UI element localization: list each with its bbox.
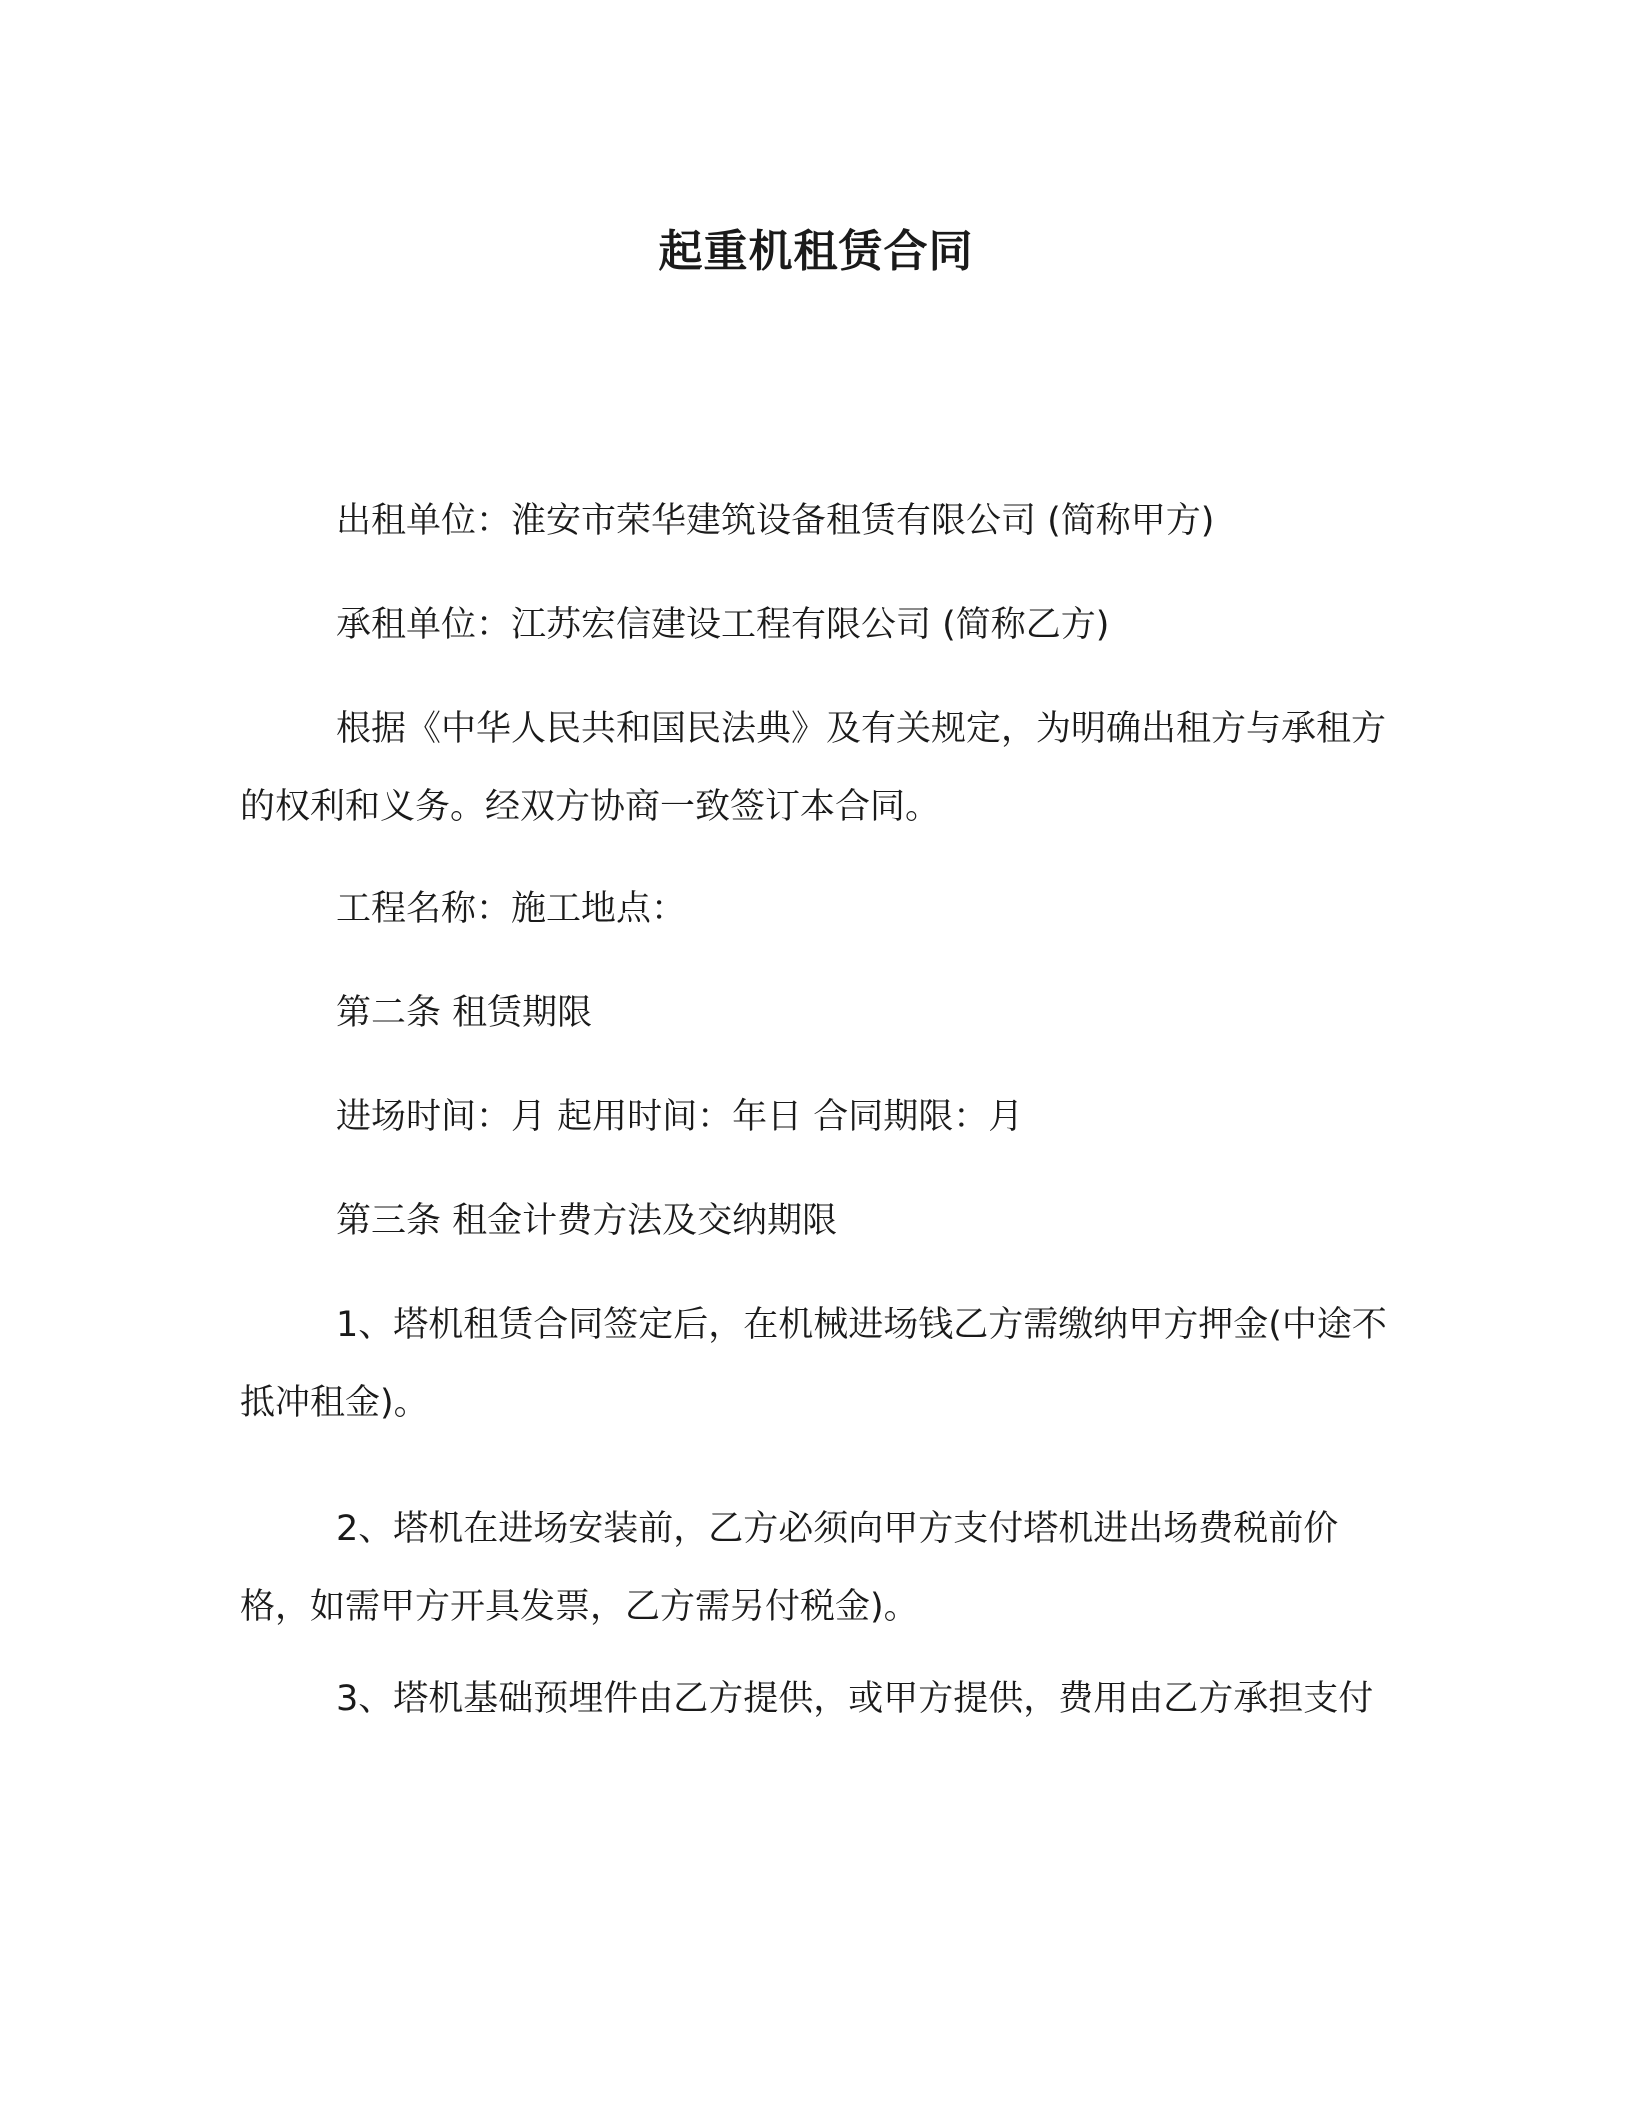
paragraph-project-name: 工程名称：施工地点： <box>336 889 687 929</box>
paragraph-basis: 根据《中华人民共和国民法典》及有关规定，为明确出租方与承租方的权利和义务。经双方协商一致签订本合同。 <box>240 709 1387 827</box>
paragraph-clause-3: 3、塔机基础预埋件由乙方提供，或甲方提供，费用由乙方承担支付 <box>336 1679 1374 1719</box>
paragraph-dates: 进场时间：月 起用时间：年日 合同期限：月 <box>336 1097 1024 1137</box>
paragraph-article-3-heading: 第三条 租金计费方法及交纳期限 <box>336 1201 838 1241</box>
paragraph-article-2-heading: 第二条 租赁期限 <box>336 993 593 1033</box>
paragraph-lessor: 出租单位：淮安市荣华建筑设备租赁有限公司 (简称甲方) <box>336 501 1215 541</box>
paragraph-clause-1: 1、塔机租赁合同签定后，在机械进场钱乙方需缴纳甲方押金(中途不抵冲租金)。 <box>240 1305 1387 1423</box>
paragraph-lessee: 承租单位：江苏宏信建设工程有限公司 (简称乙方) <box>336 605 1110 645</box>
document-title: 起重机租赁合同 <box>658 226 974 277</box>
paragraph-clause-2: 2、塔机在进场安装前，乙方必须向甲方支付塔机进出场费税前价格，如需甲方开具发票，乙方需另付税金)。 <box>240 1509 1339 1627</box>
